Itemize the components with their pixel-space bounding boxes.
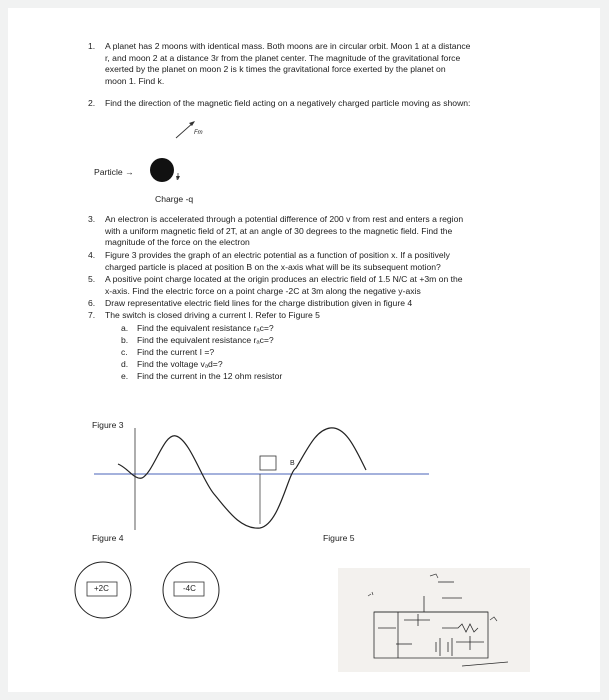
charged-particle <box>150 158 174 182</box>
particle-label: Particle → <box>94 167 134 177</box>
charge-label: Charge -q <box>155 194 194 204</box>
charge-2-label: -4C <box>183 584 196 593</box>
question-7-line: The switch is closed driving a current I. Refer to Figure 5 <box>105 310 320 320</box>
document-page: 1. A planet has 2 moons with identical mass. Both moons are in circular orbit. Moon 1 at a distance r, and moon 2 at a distance 3r from the planet center. The magnitude of the gravitational force exerted by the planet on moon 2 is k times the gravitational force exerted by the planet on moon 1. Find k. 2. Find the direction of the magnetic field acting on a negatively charged particle moving as shown: Fm v Particle → Charge -q 3. An electron is accelerated through a potential difference of 200 v from rest and enters a region with a uniform magnetic field of 2T, at an angle of 30 degrees to the magnetic field. Find the magnitude of the force on the electron 4. Figure 3 provides the graph of an electric potential as a function of position x. If a positively charged particle is placed at position B on the x-axis what will be its subsequent motion? 5. A positive point charge located at the origin produces an electric field of 1.5 N/C at +3m on the x-axis. Find the electric force on a point charge -2C at 3m along the negative y-axis 6. Draw representative electric field lines for the charge distribution given in figure 4 7. The switch is closed driving a current I. Refer to Figure 5 a. Find the equivalent resistance rₐc=? b. Find the equivalent resistance rₐc=? c. Find the current I =? d. Find the voltage vₐd=? e. Find the current in the 12 ohm resistor Figure 3 B Figure 4 +2C -4C Figure 5 <box>8 8 600 692</box>
question-3-line: An electron is accelerated through a potential difference of 200 v from rest and enters a region <box>105 214 464 224</box>
question-2-line: Find the direction of the magnetic field acting on a negatively charged particle moving as shown: <box>105 98 471 108</box>
question-1-line: A planet has 2 moons with identical mass. Both moons are in circular orbit. Moon 1 at a distance <box>105 41 471 51</box>
figure-3-graph <box>94 420 434 530</box>
magnetic-diagram <box>138 116 238 196</box>
point-b-label: B <box>290 460 295 467</box>
velocity-label: v <box>176 176 179 182</box>
question-3-line: with a uniform magnetic field of 2T, at an angle of 30 degrees to the magnetic field. Find the <box>105 225 453 236</box>
point-b-box <box>260 456 276 470</box>
question-4-line: charged particle is placed at position B on the x-axis what will be its subsequent motion? <box>105 261 441 272</box>
question-4-line: Figure 3 provides the graph of an electric potential as a function of position x. If a positively <box>105 250 450 260</box>
question-1-line: moon 1. Find k. <box>105 75 165 86</box>
question-1-line: r, and moon 2 at a distance 3r from the planet center. The magnitude of the gravitational force <box>105 52 461 63</box>
figure-4-title: Figure 4 <box>92 533 124 543</box>
question-3-line: magnitude of the force on the electron <box>105 237 250 248</box>
force-label: Fm <box>194 130 203 136</box>
potential-curve <box>118 428 366 528</box>
question-6-line: Draw representative electric field lines for the charge distribution given in figure 4 <box>105 298 413 308</box>
circuit-sketch <box>338 568 530 672</box>
figure-5-title: Figure 5 <box>323 533 355 543</box>
charge-1-label: +2C <box>94 584 109 593</box>
question-1-line: exerted by the planet on moon 2 is k times the gravitational force exerted by the planet on <box>105 64 446 75</box>
question-5-line: x-axis. Find the electric force on a point charge -2C at 3m along the negative y-axis <box>105 285 421 296</box>
question-5-line: A positive point charge located at the origin produces an electric field of 1.5 N/C at +3m on the <box>105 274 463 284</box>
figure-3-title: Figure 3 <box>92 420 124 430</box>
figure-5-photo <box>338 568 530 672</box>
